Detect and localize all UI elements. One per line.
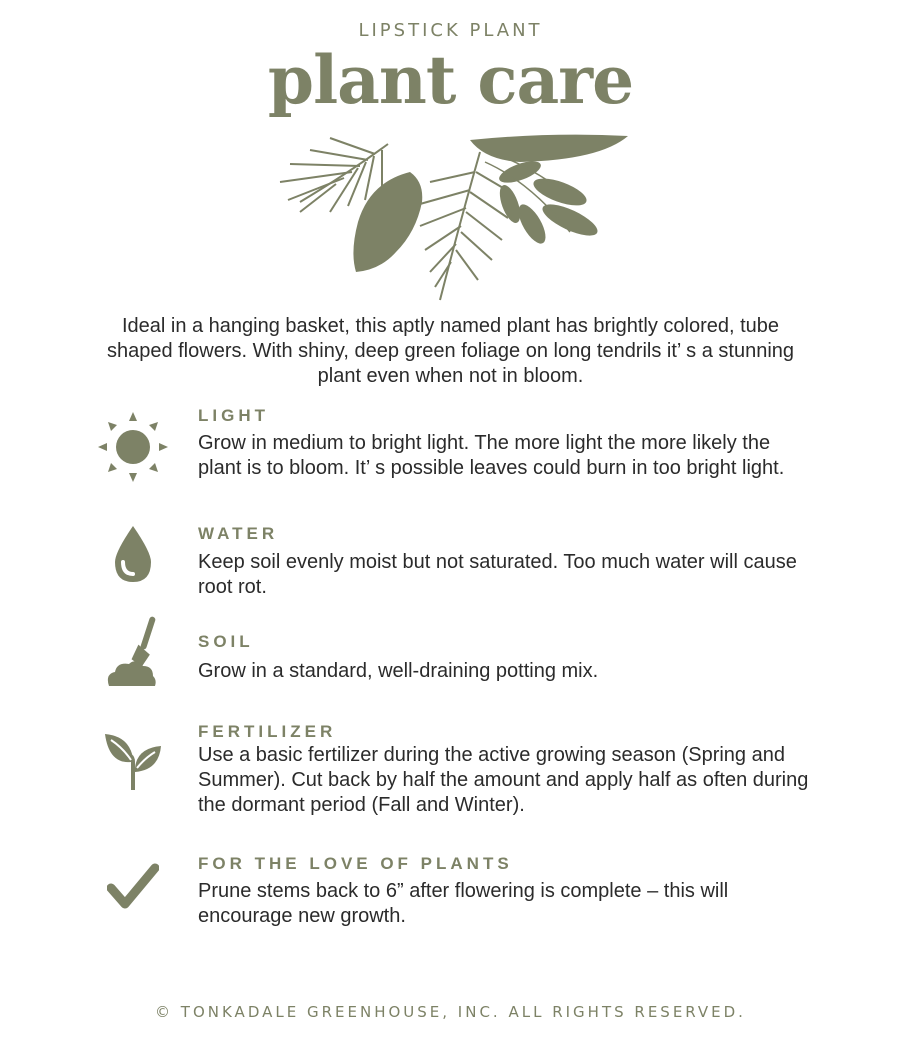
section-body: Grow in medium to bright light. The more light the more likely the plant is to bloom. It’ s possible leaves could burn in too bright light. <box>198 432 785 479</box>
section-heading: FOR THE LOVE OF PLANTS <box>198 854 513 873</box>
plant-name-subtitle: LIPSTICK PLANT <box>358 20 543 41</box>
tropical-foliage-illustration <box>270 132 632 302</box>
copyright-footer: © TONKADALE GREENHOUSE, INC. ALL RIGHTS RESERVED. <box>155 1003 746 1021</box>
sprout-icon <box>98 728 168 792</box>
checkmark-icon <box>98 862 168 910</box>
water-drop-icon <box>98 524 168 584</box>
sun-icon <box>98 412 168 482</box>
section-heading: FERTILIZER <box>198 722 337 741</box>
section-heading: WATER <box>198 524 279 543</box>
section-heading: SOIL <box>198 632 254 651</box>
section-body: Use a basic fertilizer during the active growing season (Spring and Summer). Cut back by half the amount and apply half as often during the dormant period (Fall and Winter). <box>198 744 809 816</box>
section-body: Keep soil evenly moist but not saturated. Too much water will cause root rot. <box>198 551 797 598</box>
section-body: Grow in a standard, well-draining potting mix. <box>198 660 599 682</box>
section-heading: LIGHT <box>198 406 269 425</box>
page-title: plant care <box>267 41 634 119</box>
intro-paragraph: Ideal in a hanging basket, this aptly named plant has brightly colored, tube shaped flowers. With shiny, deep green foliage on long tendrils it’ s a stunning plant even when not in bloom. <box>106 315 795 387</box>
shovel-soil-icon <box>98 616 168 688</box>
section-body: Prune stems back to 6” after flowering is complete – this will encourage new growth. <box>198 880 729 927</box>
